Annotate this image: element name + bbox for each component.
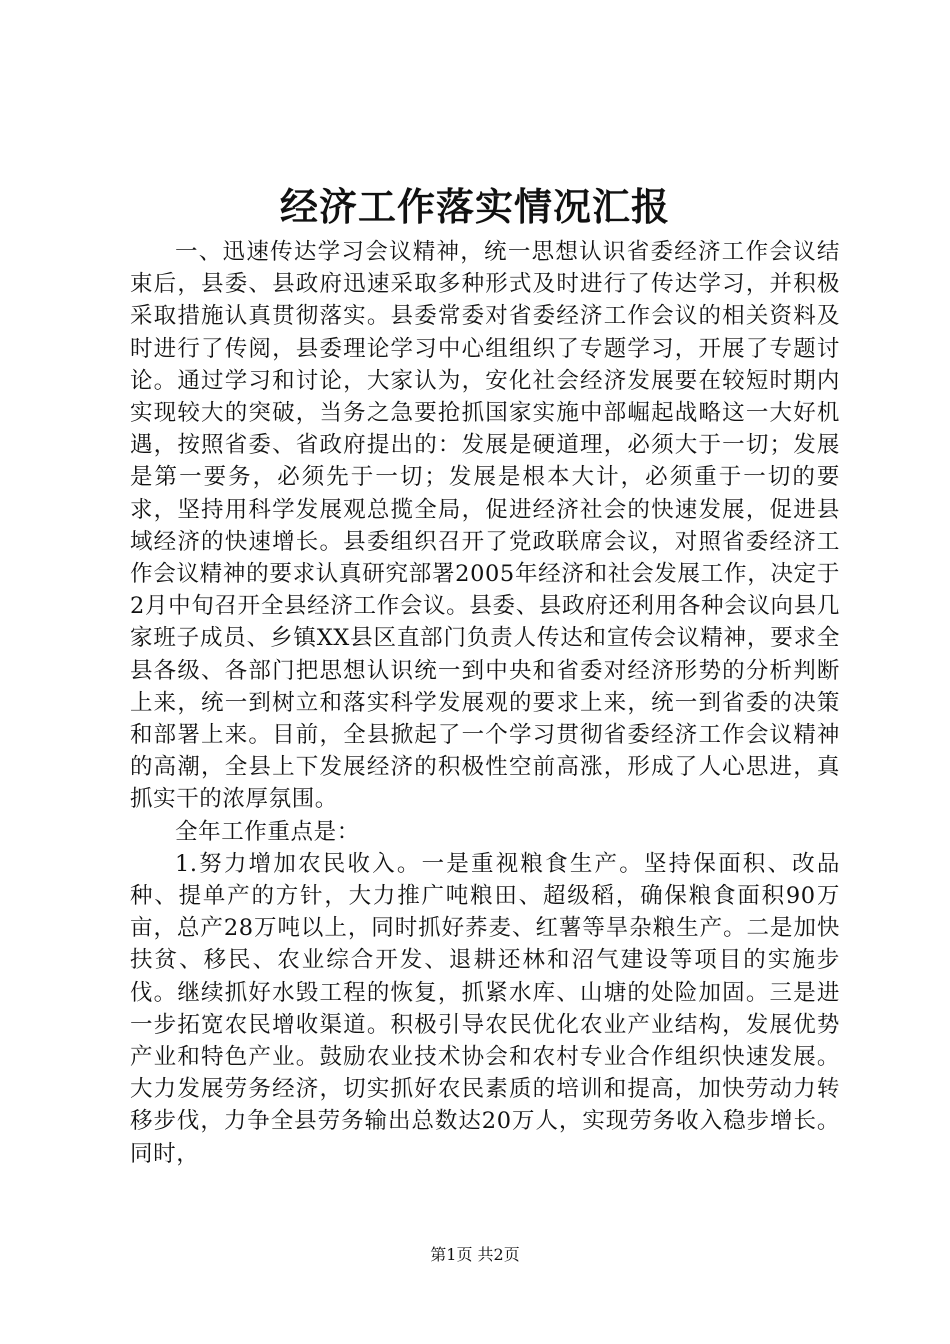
page-footer: 第1页 共2页 bbox=[430, 1245, 520, 1264]
body-paragraph-2: 全年工作重点是： bbox=[175, 818, 360, 845]
document-body bbox=[130, 236, 840, 1170]
body-paragraph-1: 一、迅速传达学习会议精神，统一思想认识省委经济工作会议结束后，县委、县政府迅速采取多种形式及时进行了传达学习，并积极采取措施认真贯彻落实。县委常委对省委经济工作会议的相关资料及时进行了传阅，县委理论学习中心组组织了专题学习，开展了专题讨论。通过学习和讨论，大家认为，安化社会经济发展要在较短时期内实现较大的突破，当务之急要抢抓国家实施中部崛起战略这一大好机遇，按照省委、省政府提出的：发展是硬道理，必须大于一切；发展是第一要务，必须先于一切；发展是根本大计，必须重于一切的要求，坚持用科学发展观总揽全局，促进经济社会的快速发展，促进县域经济的快速增长。县委组织召开了党政联席会议，对照省委经济工作会议精神的要求认真研究部署2005年经济和社会发展工作，决定于2月中旬召开全县经济工作会议。县委、县政府还利用各种会议向县几家班子成员、乡镇XX县区直部门负责人传达和宣传会议精神，要求全县各级、各部门把思想认识统一到中央和省委对经济形势的分析判断上来，统一到树立和落实科学发展观的要求上来，统一到省委的决策和部署上来。目前，全县掀起了一个学习贯彻省委经济工作会议精神的高潮，全县上下发展经济的积极性空前高涨，形成了人心思进，真抓实干的浓厚氛围。 bbox=[130, 239, 840, 813]
document-title: 经济工作落实情况汇报 bbox=[279, 184, 670, 229]
body-paragraph-3: 1.努力增加农民收入。一是重视粮食生产。坚持保面积、改品种、提单产的方针，大力推广吨粮田、超级稻，确保粮食面积90万亩，总产28万吨以上，同时抓好荞麦、红薯等旱杂粮生产。二是加快扶贫、移民、农业综合开发、退耕还林和沼气建设等项目的实施步伐。继续抓好水毁工程的恢复，抓紧水库、山塘的处险加固。三是进一步拓宽农民增收渠道。积极引导农民优化农业产业结构，发展优势产业和特色产业。鼓励农业技术协会和农村专业合作组织快速发展。大力发展劳务经济，切实抓好农民素质的培训和提高，加快劳动力转移步伐，力争全县劳务输出总数达20万人，实现劳务收入稳步增长。同时， bbox=[130, 850, 840, 1167]
